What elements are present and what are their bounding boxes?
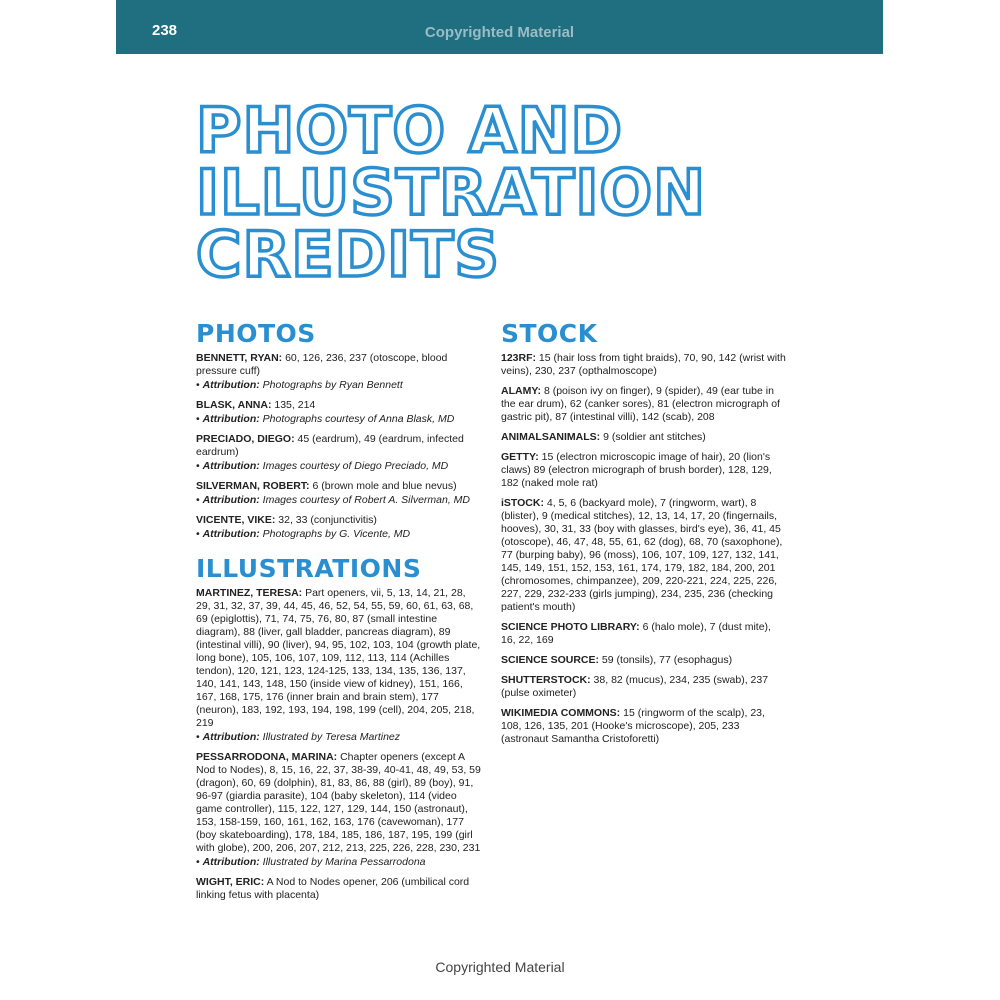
credit-entry [501,654,786,667]
credit-entry [196,399,481,426]
attribution-label: Attribution: [202,379,260,391]
page-title [196,94,796,291]
credit-entry [196,433,481,473]
credit-text [501,621,786,647]
illustrations-credit-list [196,587,481,902]
attribution-text: Photographs by Ryan Bennett [259,379,403,391]
bullet-icon: • [196,528,203,540]
credit-entry [501,497,786,614]
attribution-line [196,413,481,426]
right-column [501,318,786,753]
credit-name: BENNETT, RYAN: [196,352,283,364]
credit-name: SILVERMAN, ROBERT: [196,480,310,492]
attribution-line [196,379,481,392]
credit-pages: Part openers, vii, 5, 13, 14, 21, 28, 29, 31, 32, 37, 39, 44, 45, 46, 52, 54, 55, 59, 60, 61, 63, 68, 69 (epiglottis), 71, 74, 75, 76, 80, 87 (small intestine diagram), 88 (liver, gall bladder, pancreas diagram), 89 (intestinal villi), 90 (liver), 94, 95, 102, 103, 104 (growth plate, long bone), 105, 106, 107, 109, 112, 113, 114 (Achilles tendon), 120, 121, 123, 124-125, 133, 134, 135, 136, 137, 140, 141, 143, 148, 150 (inside view of kidney), 151, 166, 167, 168, 175, 176 (inner brain and brain stem), 177 (neuron), 183, 192, 193, 194, 198, 199 (cell), 204, 205, 218, 219 [196,587,481,729]
attribution-label: Attribution: [202,528,260,540]
bullet-icon: • [196,731,203,743]
credit-text [501,497,786,614]
attribution-label: Attribution: [202,731,260,743]
credit-name: MARTINEZ, TERESA: [196,587,303,599]
bullet-icon: • [196,460,203,472]
attribution-line [196,494,481,507]
credit-name: SHUTTERSTOCK: [501,674,591,686]
credit-name: WIKIMEDIA COMMONS: [501,707,621,719]
credit-pages: 4, 5, 6 (backyard mole), 7 (ringworm, wart), 8 (blister), 9 (medical stitches), 12, 13, 14, 17, 20 (fingernails, hooves), 30, 31, 33 (boy with glasses, bird's eye), 36, 41, 45 (otoscope), 46, 47, 48, 55, 61, 62 (dog), 68, 70 (saxophone), 77 (burping baby), 96 (moss), 106, 107, 109, 127, 132, 141, 145, 149, 151, 152, 153, 161, 174, 179, 182, 184, 200, 201 (chromosomes, chimpanzee), 209, 220-221, 224, 225, 226, 227, 229, 232-233 (girls jumping), 234, 235, 236 (checking patient's mouth) [501,497,783,613]
photos-heading: PHOTOS [196,319,316,348]
credit-text [196,352,481,378]
credit-pages: A Nod to Nodes opener, 206 (umbilical cord linking fetus with placenta) [196,876,470,901]
credit-entry [196,751,481,869]
credit-pages: 15 (hair loss from tight braids), 70, 90, 142 (wrist with veins), 230, 237 (opthalmoscope) [501,352,786,377]
credit-name: WIGHT, ERIC: [196,876,265,888]
credit-name: iSTOCK: [501,497,544,509]
credit-entry [196,876,481,902]
attribution-text: Illustrated by Marina Pessarrodona [259,856,426,868]
attribution-text: Illustrated by Teresa Martinez [259,731,401,743]
attribution-text: Images courtesy of Robert A. Silverman, MD [259,494,471,506]
credit-name: ALAMY: [501,385,542,397]
attribution-line [196,460,481,473]
credit-entry [196,587,481,744]
credit-text [196,514,481,527]
copyright-notice-bottom: Copyrighted Material [435,959,565,975]
bullet-icon: • [196,379,203,391]
attribution-label: Attribution: [202,856,260,868]
credit-text [196,751,481,855]
credit-pages: 15 (ringworm of the scalp), 23, 108, 126, 135, 201 (Hooke's microscope), 205, 233 (astronaut Samantha Cristoforetti) [501,707,765,745]
credit-entry [501,674,786,700]
credit-name: SCIENCE PHOTO LIBRARY: [501,621,640,633]
credit-pages: 59 (tonsils), 77 (esophagus) [599,654,733,666]
credit-pages: 15 (electron microscopic image of hair), 20 (lion's claws) 89 (electron micrograph of brush border), 128, 129, 182 (naked mole rat) [501,451,772,489]
credit-text [196,480,481,493]
credit-pages: 32, 33 (conjunctivitis) [275,514,377,526]
credit-pages: 6 (halo mole), 7 (dust mite), 16, 22, 169 [501,621,771,646]
credit-text [196,433,481,459]
attribution-text: Photographs by G. Vicente, MD [259,528,411,540]
credit-pages: 9 (soldier ant stitches) [600,431,706,443]
credit-name: SCIENCE SOURCE: [501,654,600,666]
bullet-icon: • [196,413,203,425]
attribution-text: Photographs courtesy of Anna Blask, MD [259,413,455,425]
bullet-icon: • [196,494,203,506]
credit-name: BLASK, ANNA: [196,399,272,411]
title-line: PHOTO AND [196,94,623,167]
credit-entry [501,451,786,490]
credit-entry [501,707,786,746]
credit-name: PESSARRODONA, MARINA: [196,751,338,763]
stock-credit-list [501,352,786,746]
credit-text [501,352,786,378]
credit-text [196,876,481,902]
credit-pages: 38, 82 (mucus), 234, 235 (swab), 237 (pulse oximeter) [501,674,769,699]
credit-pages: 60, 126, 236, 237 (otoscope, blood pressure cuff) [196,352,448,377]
attribution-label: Attribution: [202,494,260,506]
credit-entry [501,385,786,424]
credit-text [501,431,786,444]
credit-entry [196,480,481,507]
attribution-line [196,856,481,869]
credit-pages: 6 (brown mole and blue nevus) [309,480,457,492]
attribution-label: Attribution: [202,413,260,425]
attribution-label: Attribution: [202,460,260,472]
credit-name: 123RF: [501,352,537,364]
credit-text [501,654,786,667]
credit-pages: Chapter openers (except A Nod to Nodes), 8, 15, 16, 22, 37, 38-39, 40-41, 48, 49, 53, 59 (dragon), 60, 69 (dolphin), 81, 83, 86, 88 (girl), 89 (boy), 91, 96-97 (giardia parasite), 104 (baby skeleton), 114 (video game controller), 115, 122, 127, 129, 144, 150 (astronaut), 153, 158-159, 160, 161, 162, 163, 176 (cavewoman), 177 (boy skateboarding), 178, 184, 185, 186, 187, 195, 199 (girl with globe), 200, 206, 207, 212, 213, 225, 226, 228, 230, 231 [196,751,481,854]
title-line: ILLUSTRATION [196,156,707,229]
credit-name: ANIMALSANIMALS: [501,431,601,443]
credit-text [501,707,786,746]
credit-text [501,451,786,490]
credit-entry [196,352,481,392]
attribution-line [196,731,481,744]
left-column [196,318,481,909]
credit-name: PRECIADO, DIEGO: [196,433,295,445]
stock-heading: STOCK [501,319,598,348]
page-number: 238 [152,22,178,39]
credit-text [501,385,786,424]
credit-text [196,587,481,730]
credit-name: GETTY: [501,451,539,463]
illustrations-heading: ILLUSTRATIONS [196,554,422,583]
attribution-text: Images courtesy of Diego Preciado, MD [259,460,449,472]
copyright-notice-top: Copyrighted Material [424,24,575,41]
credit-entry [501,352,786,378]
credit-pages: 135, 214 [271,399,316,411]
credit-pages: 45 (eardrum), 49 (eardrum, infected eardrum) [196,433,464,458]
attribution-line [196,528,481,541]
title-line: CREDITS [196,218,501,291]
photos-credit-list [196,352,481,541]
credit-entry [196,514,481,541]
header-bar [116,0,883,54]
credit-text [196,399,481,412]
credit-entry [501,621,786,647]
credit-pages: 8 (poison ivy on finger), 9 (spider), 49 (ear tube in the ear drum), 62 (canker sores), 81 (electron micrograph of gastric pit), 87 (intestinal villi), 142 (scab), 208 [501,385,780,423]
credit-entry [501,431,786,444]
credit-text [501,674,786,700]
credit-name: VICENTE, VIKE: [196,514,276,526]
bullet-icon: • [196,856,203,868]
